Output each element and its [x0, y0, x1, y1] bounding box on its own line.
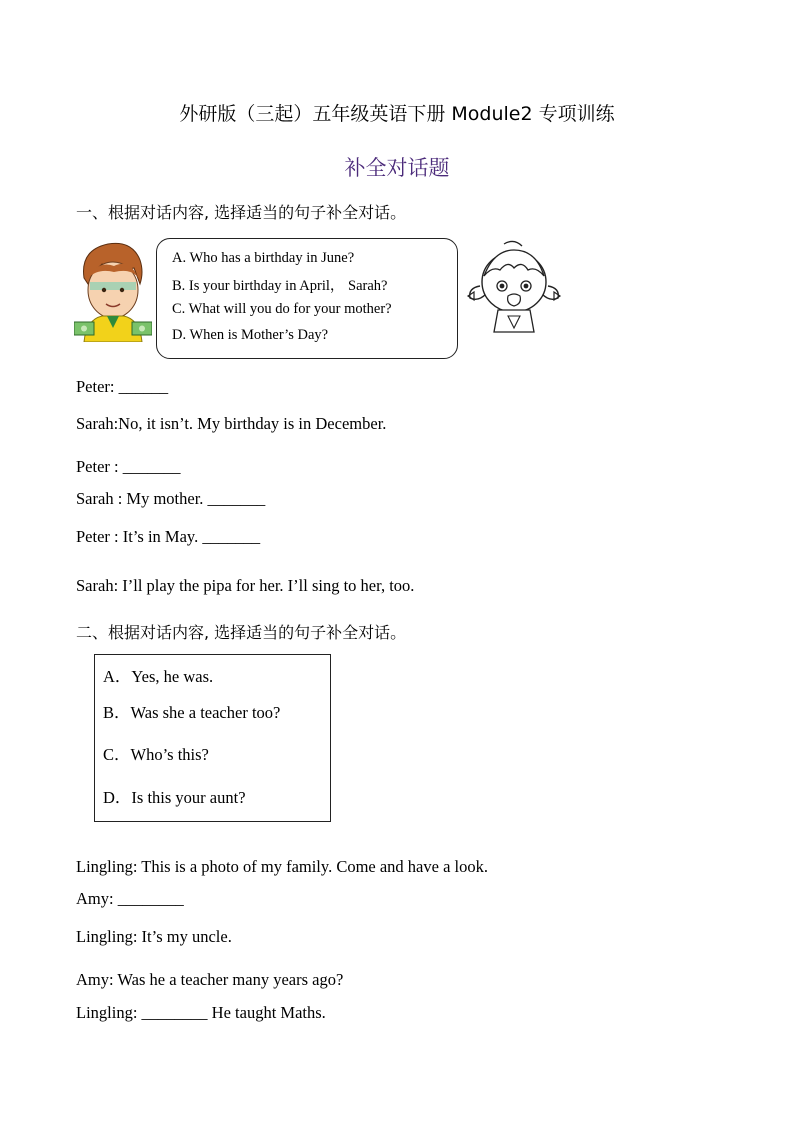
worksheet-subtitle: 补全对话题: [344, 156, 450, 180]
dialogue-1-line-2: Sarah:No, it isn’t. My birthday is in December.: [76, 414, 387, 433]
dialogue-1-line-1: Peter: ______: [76, 377, 169, 396]
dialogue-2-line-5: Lingling: ________ He taught Maths.: [76, 1003, 326, 1022]
document-title: 外研版（三起）五年级英语下册 Module2 专项训练: [179, 103, 615, 125]
section-2-option-a: A．Yes, he was.: [103, 667, 214, 686]
section-1-option-a: A. Who has a birthday in June?: [172, 250, 355, 266]
section-2-option-d: D．Is this your aunt?: [103, 788, 246, 807]
dialogue-1-line-3: Peter : _______: [76, 457, 181, 476]
section-1-option-c: C. What will you do for your mother?: [172, 301, 392, 317]
dialogue-1-line-4: Sarah : My mother. _______: [76, 489, 266, 508]
dialogue-2-line-3: Lingling: It’s my uncle.: [76, 927, 232, 946]
dialogue-1-line-5: Peter : It’s in May. _______: [76, 527, 261, 546]
dialogue-2-line-2: Amy: ________: [76, 889, 184, 908]
section-1-option-d: D. When is Mother’s Day?: [172, 327, 329, 343]
dialogue-1-line-6: Sarah: I’ll play the pipa for her. I’ll sing to her, too.: [76, 576, 415, 595]
boy-cartoon-icon: [74, 238, 152, 342]
section-1-heading: 一、根据对话内容, 选择适当的句子补全对话。: [76, 203, 407, 222]
section-2-heading: 二、根据对话内容, 选择适当的句子补全对话。: [76, 623, 407, 642]
section-2-option-c: C．Who’s this?: [103, 745, 209, 764]
dialogue-2-line-4: Amy: Was he a teacher many years ago?: [76, 970, 344, 989]
girl-cartoon-icon: [464, 236, 564, 336]
section-1-option-b: B. Is your birthday in April， Sarah?: [172, 278, 388, 294]
section-2-option-b: B．Was she a teacher too?: [103, 703, 281, 722]
dialogue-2-line-1: Lingling: This is a photo of my family. Come and have a look.: [76, 857, 488, 876]
